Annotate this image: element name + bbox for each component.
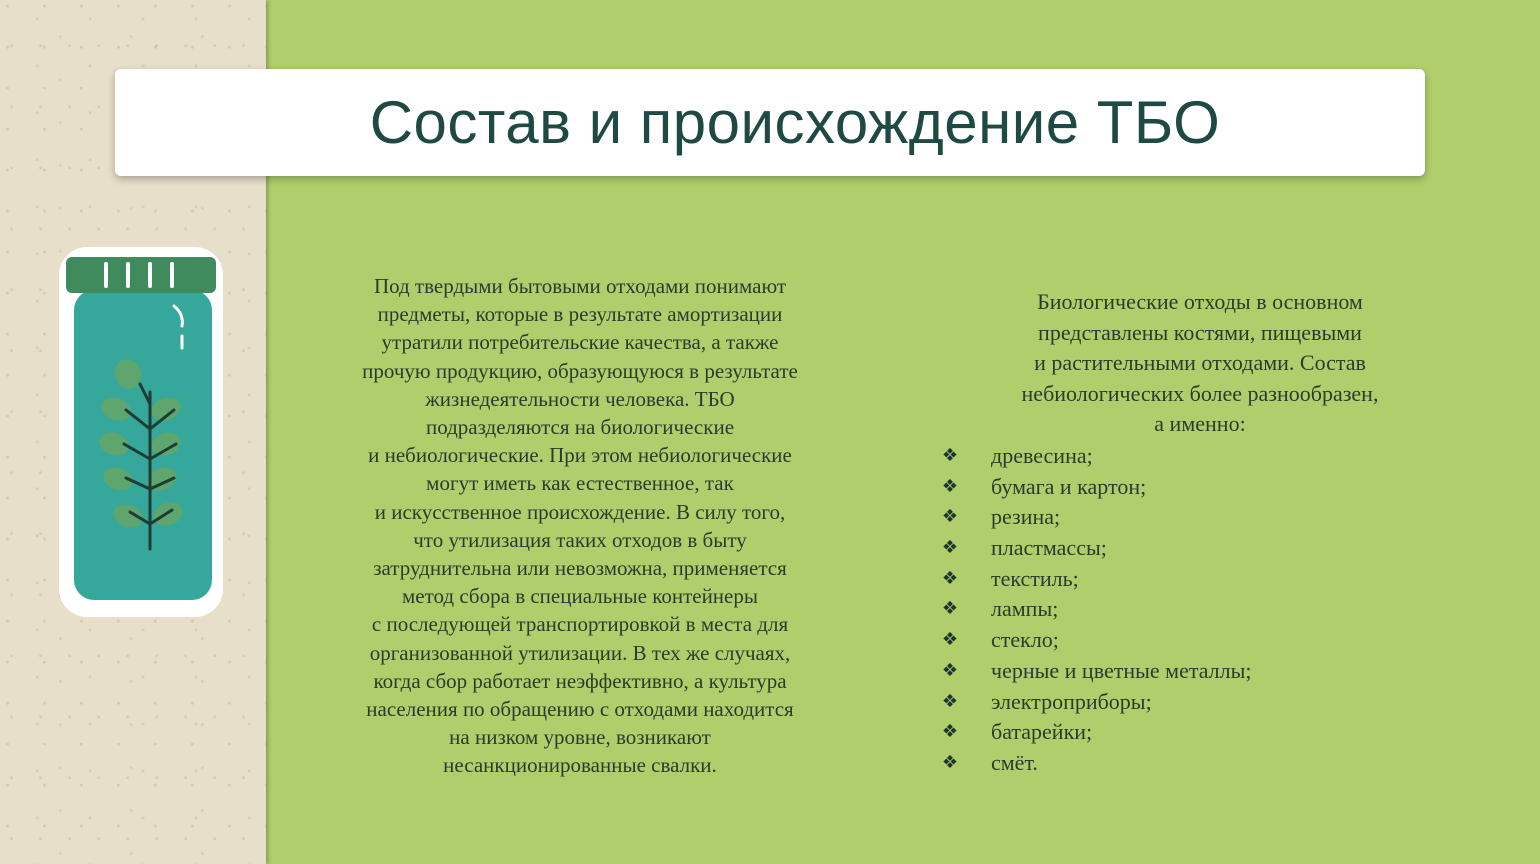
list-item-text: черные и цветные металлы; [991,657,1252,683]
list-item [940,748,1360,779]
list-item-text: текстиль; [991,565,1079,591]
left-line: жизнедеятельности человека. ТБО [425,386,735,411]
left-line: предметы, которые в результате амортизации [377,302,783,327]
left-line: могут иметь как естественное, так [426,471,734,496]
intro-line: а именно: [1154,411,1246,437]
intro-line: Биологические отходы в основном [1037,289,1363,314]
list-item-text: древесина; [991,443,1093,468]
list-item-text: батарейки; [991,719,1093,745]
diamond-bullet-icon: ❖ [941,721,959,743]
left-paragraph [325,272,835,780]
left-line: метод сбора в специальные контейнеры [402,584,758,609]
left-line: утратили потребительские качества, а также [381,330,779,355]
left-line: Под твердыми бытовыми отходами понимают [373,274,787,298]
list-item-text: пластмассы; [991,535,1107,561]
diamond-bullet-icon: ❖ [941,659,959,681]
diamond-bullet-icon: ❖ [941,567,959,589]
left-line: и небиологические. При этом небиологические [368,443,792,468]
left-line: населения по обращению с отходами находится [366,697,794,722]
list-item-text: стекло; [991,627,1059,653]
list-item-text: бумага и картон; [991,473,1147,499]
list-item [940,502,1360,533]
list-item [940,472,1360,503]
left-line: на низком уровне, возникают [449,725,711,750]
right-intro-paragraph [975,287,1425,440]
diamond-bullet-icon: ❖ [941,475,959,497]
title-card [115,69,1425,176]
list-item [940,533,1360,564]
slide-title: Состав и происхождение ТБО [369,89,1221,156]
list-item [940,441,1360,472]
left-line: несанкционированные свалки. [443,753,717,778]
diamond-bullet-icon: ❖ [941,751,959,773]
diamond-bullet-icon: ❖ [941,537,959,559]
left-line: когда сбор работает неэффективно, а культура [373,668,787,693]
left-line: что утилизация таких отходов в быту [413,527,747,552]
jar-with-plant-icon [56,244,226,620]
intro-line: представлены костями, пищевыми [1038,319,1362,345]
list-item [940,656,1360,687]
list-item-text: лампы; [991,596,1059,622]
intro-line: небиологических более разнообразен, [1021,380,1379,406]
left-line: подразделяются на биологические [425,415,735,440]
intro-line: и растительными отходами. Состав [1034,350,1366,376]
left-line: затруднительна или невозможна, применяется [373,556,787,581]
waste-types-list [940,441,1360,779]
list-item [940,564,1360,595]
diamond-bullet-icon: ❖ [941,598,959,620]
diamond-bullet-icon: ❖ [941,629,959,651]
left-line: организованной утилизации. В тех же случаях, [369,640,791,665]
list-item-text: электроприборы; [991,688,1152,714]
list-item [940,687,1360,718]
diamond-bullet-icon: ❖ [941,506,959,528]
left-line: и искусственное происхождение. В силу того, [374,499,786,524]
list-item [940,625,1360,656]
list-item [940,594,1360,625]
list-item-text: смёт. [991,749,1038,775]
list-item [940,717,1360,748]
left-line: прочую продукцию, образующуюся в результате [362,358,798,383]
diamond-bullet-icon: ❖ [941,445,959,466]
left-line: с последующей транспортировкой в места для [371,612,789,637]
list-item-text: резина; [991,504,1061,530]
diamond-bullet-icon: ❖ [941,690,959,712]
